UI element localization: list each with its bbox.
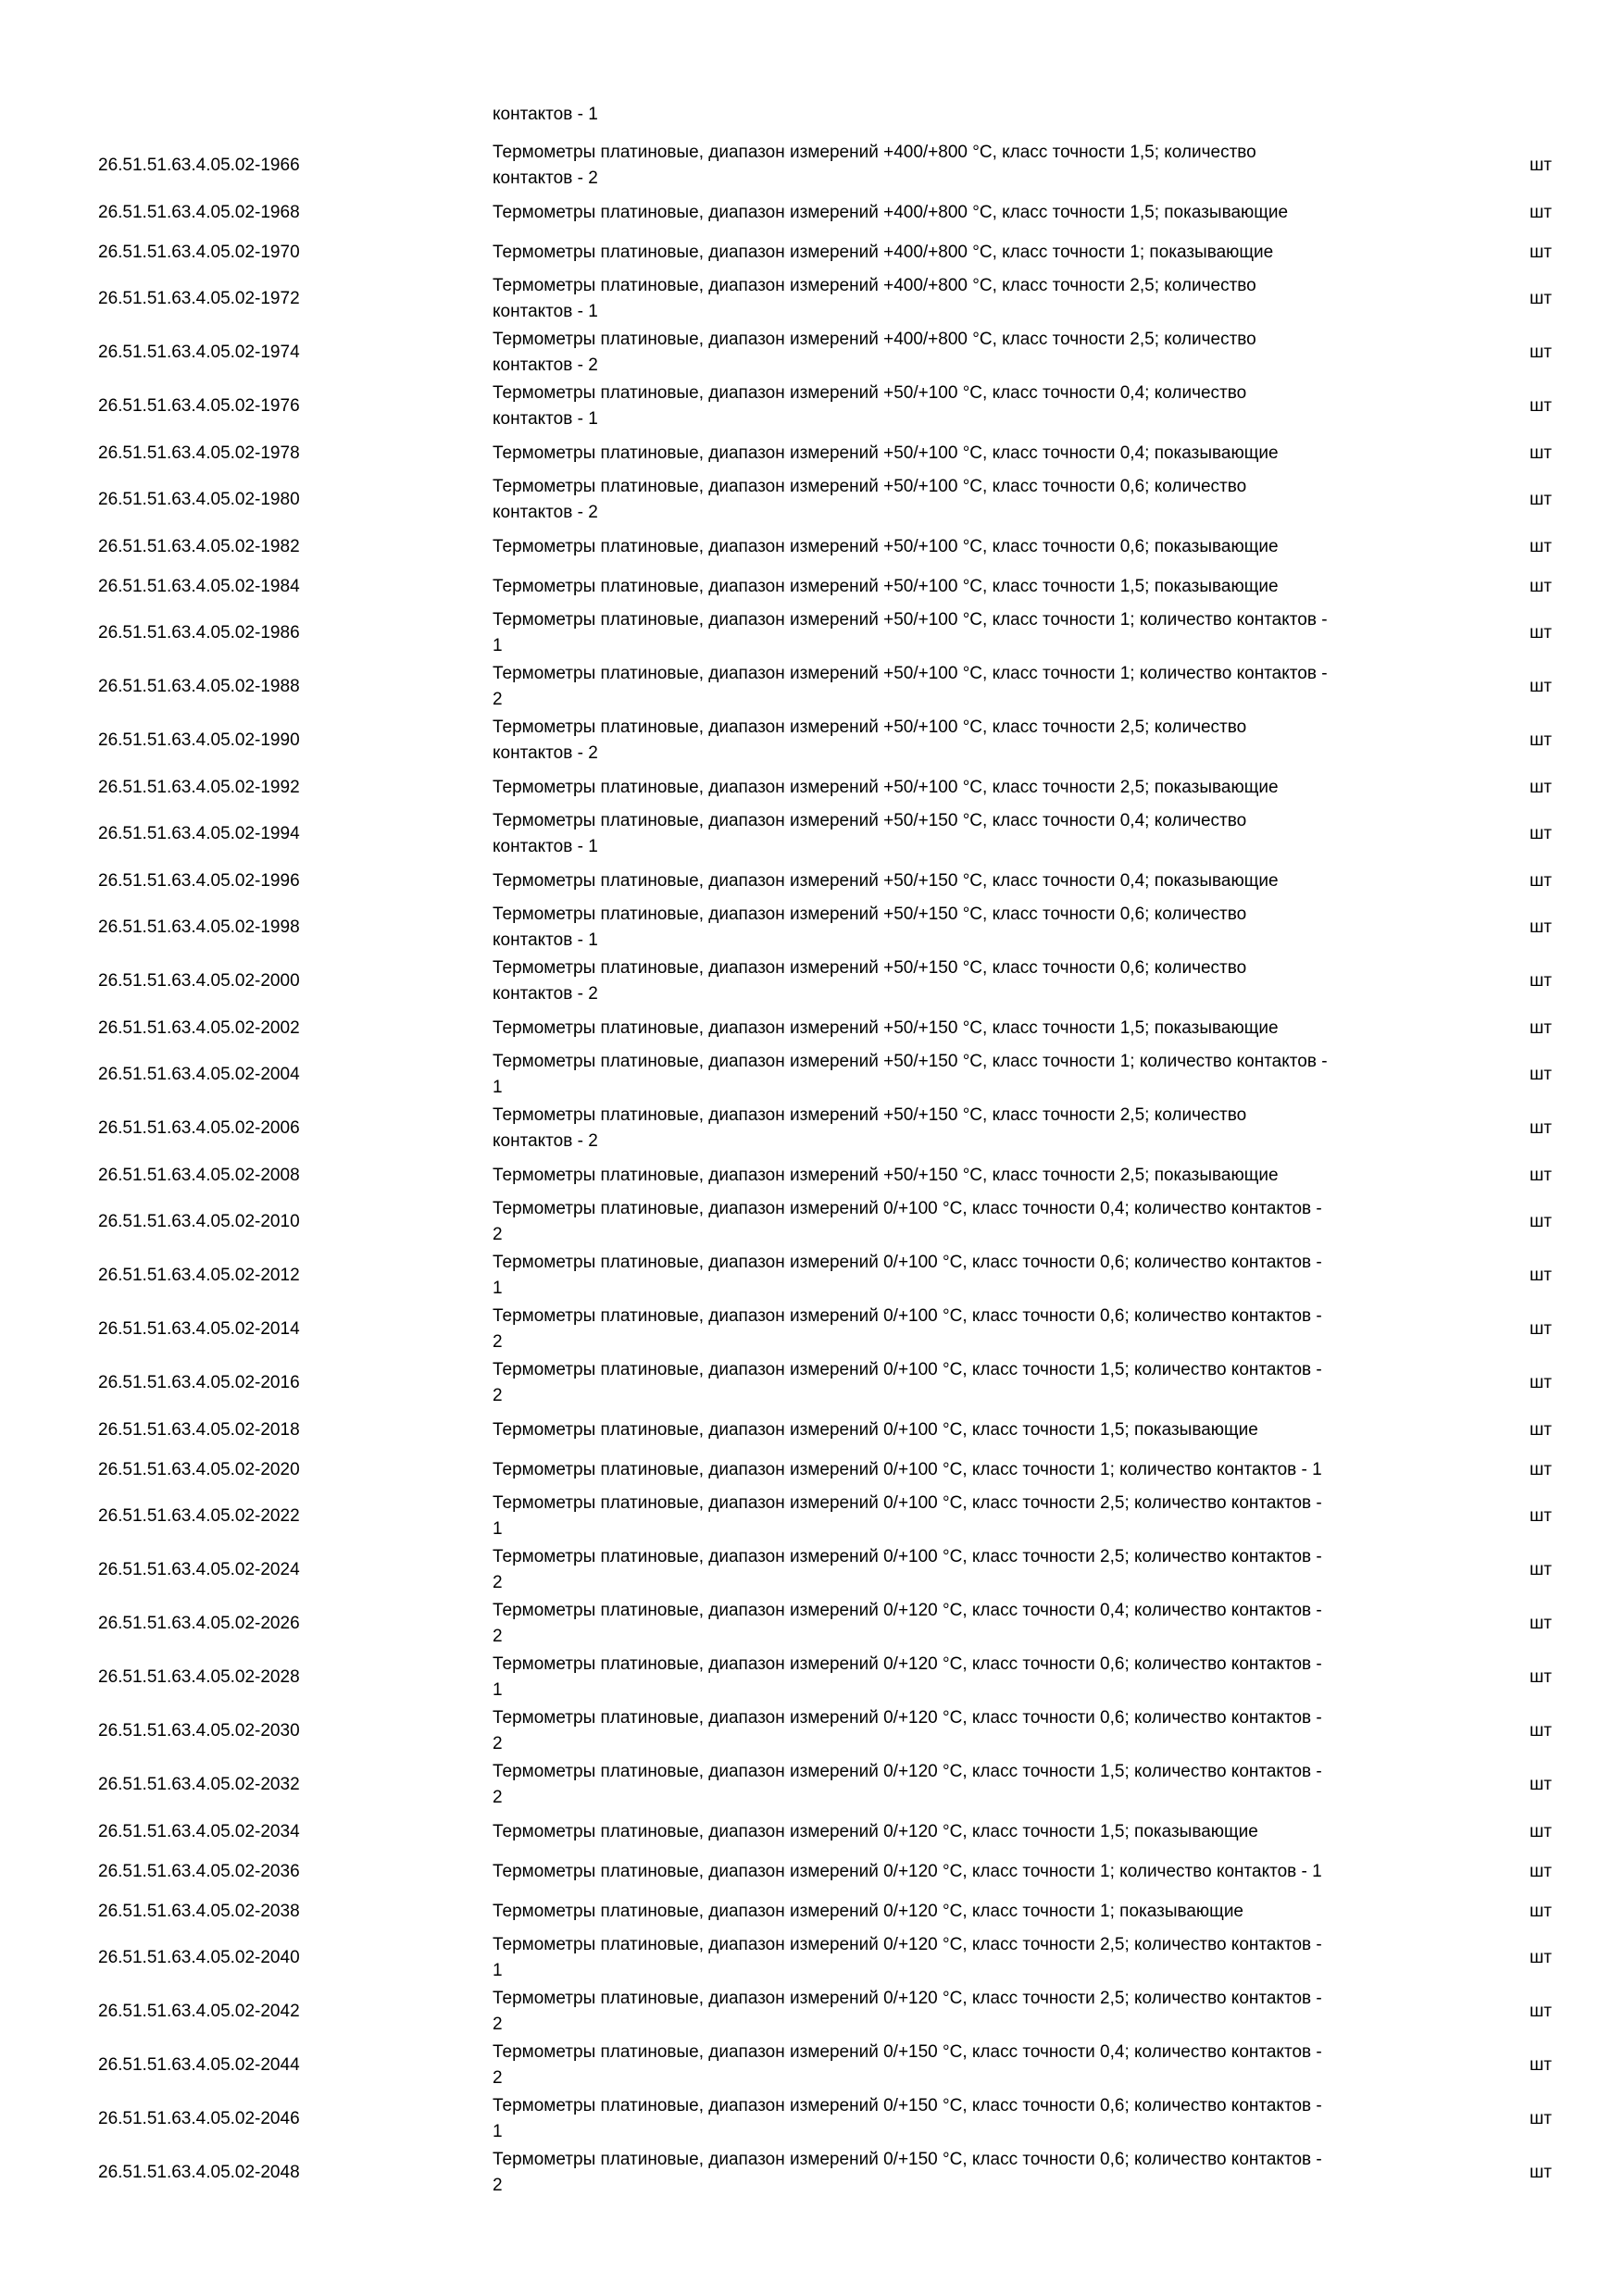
- table-row: [0, 139, 1624, 193]
- row-code: 26.51.51.63.4.05.02-2010: [98, 1212, 300, 1231]
- table-row: [0, 1543, 1624, 1597]
- table-row: [0, 2039, 1624, 2092]
- row-code: 26.51.51.63.4.05.02-2020: [98, 1459, 300, 1479]
- continuation-text: контактов - 1: [493, 105, 598, 124]
- row-description: Термометры платиновые, диапазон измерений 0/+100 °С, класс точности 0,4; количество контактов - 2: [493, 1199, 1322, 1244]
- row-description: Термометры платиновые, диапазон измерений +50/+100 °С, класс точности 0,6; показывающие: [493, 536, 1279, 556]
- row-description: Термометры платиновые, диапазон измерений +50/+150 °С, класс точности 0,6; количество контактов - 1: [493, 905, 1247, 950]
- row-code: 26.51.51.63.4.05.02-1992: [98, 777, 300, 797]
- row-code: 26.51.51.63.4.05.02-2030: [98, 1721, 300, 1741]
- row-description: Термометры платиновые, диапазон измерений 0/+150 °С, класс точности 0,6; количество контактов - 2: [493, 2150, 1322, 2195]
- row-unit: шт: [1530, 971, 1552, 991]
- row-description: Термометры платиновые, диапазон измерений +400/+800 °С, класс точности 1,5; показывающие: [493, 202, 1289, 222]
- table-row: [0, 1155, 1624, 1195]
- row-code: 26.51.51.63.4.05.02-1976: [98, 396, 300, 416]
- table-row: [0, 2092, 1624, 2146]
- row-unit: шт: [1530, 156, 1552, 175]
- row-code: 26.51.51.63.4.05.02-1970: [98, 242, 300, 262]
- table-row: [0, 767, 1624, 807]
- table-row: [0, 1852, 1624, 1891]
- row-description: Термометры платиновые, диапазон измерений +400/+800 °С, класс точности 2,5; количество контактов - 1: [493, 276, 1256, 321]
- row-code: 26.51.51.63.4.05.02-1982: [98, 536, 300, 556]
- row-code: 26.51.51.63.4.05.02-2026: [98, 1614, 300, 1633]
- row-description: Термометры платиновые, диапазон измерений 0/+100 °С, класс точности 1; количество контактов - 1: [493, 1459, 1322, 1479]
- row-unit: шт: [1530, 396, 1552, 416]
- row-code: 26.51.51.63.4.05.02-2028: [98, 1667, 300, 1687]
- table-row: [0, 1985, 1624, 2039]
- row-unit: шт: [1530, 1065, 1552, 1084]
- row-unit: шт: [1530, 623, 1552, 643]
- row-unit: шт: [1530, 677, 1552, 696]
- row-code: 26.51.51.63.4.05.02-1990: [98, 730, 300, 750]
- row-description: Термометры платиновые, диапазон измерений +50/+100 °С, класс точности 1; количество контактов - 1: [493, 610, 1328, 655]
- row-unit: шт: [1530, 917, 1552, 937]
- row-description: Термометры платиновые, диапазон измерений +50/+100 °С, класс точности 0,4; показывающие: [493, 443, 1279, 463]
- row-description: Термометры платиновые, диапазон измерений 0/+120 °С, класс точности 1; количество контактов - 1: [493, 1861, 1322, 1881]
- table-row: [0, 1651, 1624, 1704]
- table-row: [0, 193, 1624, 232]
- row-description: Термометры платиновые, диапазон измерений 0/+120 °С, класс точности 2,5; количество контактов - 1: [493, 1935, 1322, 1980]
- table-row: [0, 1356, 1624, 1410]
- row-unit: шт: [1530, 1721, 1552, 1741]
- table-row: [0, 1008, 1624, 1048]
- table-row: [0, 232, 1624, 272]
- row-code: 26.51.51.63.4.05.02-2006: [98, 1118, 300, 1138]
- row-description: Термометры платиновые, диапазон измерений 0/+150 °С, класс точности 0,6; количество контактов - 1: [493, 2096, 1322, 2141]
- table-row: [0, 1410, 1624, 1450]
- row-code: 26.51.51.63.4.05.02-1996: [98, 870, 300, 891]
- row-description: Термометры платиновые, диапазон измерений 0/+120 °С, класс точности 1,5; количество контактов - 2: [493, 1762, 1322, 1807]
- row-unit: шт: [1530, 2055, 1552, 2075]
- price-table: [0, 139, 1624, 2200]
- row-description: Термометры платиновые, диапазон измерений +50/+150 °С, класс точности 2,5; показывающие: [493, 1165, 1279, 1185]
- row-unit: шт: [1530, 2109, 1552, 2128]
- table-row: [0, 1758, 1624, 1812]
- row-description: Термометры платиновые, диапазон измерений 0/+120 °С, класс точности 0,6; количество контактов - 2: [493, 1708, 1322, 1753]
- row-code: 26.51.51.63.4.05.02-1966: [98, 156, 300, 175]
- table-row: [0, 473, 1624, 527]
- row-unit: шт: [1530, 1506, 1552, 1526]
- table-row: [0, 1812, 1624, 1852]
- row-unit: шт: [1530, 343, 1552, 362]
- table-row: [0, 1704, 1624, 1758]
- row-code: 26.51.51.63.4.05.02-2044: [98, 2055, 300, 2075]
- table-row: [0, 901, 1624, 955]
- row-description: Термометры платиновые, диапазон измерений 0/+100 °С, класс точности 0,6; количество контактов - 1: [493, 1253, 1322, 1298]
- table-row: [0, 807, 1624, 861]
- row-unit: шт: [1530, 490, 1552, 509]
- row-description: Термометры платиновые, диапазон измерений 0/+100 °С, класс точности 0,6; количество контактов - 2: [493, 1306, 1322, 1352]
- row-unit: шт: [1530, 1560, 1552, 1579]
- row-description: Термометры платиновые, диапазон измерений 0/+120 °С, класс точности 1; показывающие: [493, 1901, 1243, 1921]
- table-row: [0, 1303, 1624, 1356]
- row-unit: шт: [1530, 730, 1552, 750]
- row-description: Термометры платиновые, диапазон измерений +50/+100 °С, класс точности 0,6; количество контактов - 2: [493, 477, 1247, 522]
- row-description: Термометры платиновые, диапазон измерений 0/+120 °С, класс точности 1,5; показывающие: [493, 1821, 1258, 1841]
- row-code: 26.51.51.63.4.05.02-1988: [98, 677, 300, 696]
- table-row: [0, 1195, 1624, 1249]
- row-code: 26.51.51.63.4.05.02-2000: [98, 971, 300, 991]
- row-code: 26.51.51.63.4.05.02-1968: [98, 202, 300, 222]
- row-unit: шт: [1530, 870, 1552, 891]
- row-code: 26.51.51.63.4.05.02-1984: [98, 576, 300, 596]
- row-code: 26.51.51.63.4.05.02-2008: [98, 1165, 300, 1185]
- row-unit: шт: [1530, 1319, 1552, 1339]
- row-unit: шт: [1530, 536, 1552, 556]
- row-unit: шт: [1530, 1821, 1552, 1841]
- row-unit: шт: [1530, 777, 1552, 797]
- row-unit: шт: [1530, 1266, 1552, 1285]
- row-code: 26.51.51.63.4.05.02-2012: [98, 1266, 300, 1285]
- row-unit: шт: [1530, 1419, 1552, 1440]
- row-unit: шт: [1530, 1017, 1552, 1038]
- row-description: Термометры платиновые, диапазон измерений +50/+150 °С, класс точности 1,5; показывающие: [493, 1017, 1279, 1038]
- row-code: 26.51.51.63.4.05.02-2034: [98, 1821, 300, 1841]
- row-code: 26.51.51.63.4.05.02-1994: [98, 824, 300, 843]
- table-row: [0, 1048, 1624, 1102]
- row-code: 26.51.51.63.4.05.02-2036: [98, 1861, 300, 1881]
- row-code: 26.51.51.63.4.05.02-1980: [98, 490, 300, 509]
- row-unit: шт: [1530, 202, 1552, 222]
- table-row: [0, 1490, 1624, 1543]
- row-description: Термометры платиновые, диапазон измерений +400/+800 °С, класс точности 1; показывающие: [493, 242, 1274, 262]
- row-code: 26.51.51.63.4.05.02-2046: [98, 2109, 300, 2128]
- row-description: Термометры платиновые, диапазон измерений +50/+150 °С, класс точности 0,4; количество контактов - 1: [493, 811, 1247, 856]
- row-description: Термометры платиновые, диапазон измерений +50/+100 °С, класс точности 1; количество контактов - 2: [493, 664, 1328, 709]
- row-code: 26.51.51.63.4.05.02-2014: [98, 1319, 300, 1339]
- table-row: [0, 660, 1624, 714]
- row-code: 26.51.51.63.4.05.02-2018: [98, 1419, 300, 1440]
- row-description: Термометры платиновые, диапазон измерений 0/+120 °С, класс точности 0,6; количество контактов - 1: [493, 1654, 1322, 1700]
- row-code: 26.51.51.63.4.05.02-1986: [98, 623, 300, 643]
- row-code: 26.51.51.63.4.05.02-1998: [98, 917, 300, 937]
- table-row: [0, 567, 1624, 606]
- row-description: Термометры платиновые, диапазон измерений +50/+100 °С, класс точности 1,5; показывающие: [493, 576, 1279, 596]
- row-description: Термометры платиновые, диапазон измерений 0/+100 °С, класс точности 2,5; количество контактов - 1: [493, 1493, 1322, 1539]
- row-unit: шт: [1530, 2163, 1552, 2182]
- row-unit: шт: [1530, 1118, 1552, 1138]
- row-description: Термометры платиновые, диапазон измерений 0/+100 °С, класс точности 2,5; количество контактов - 2: [493, 1547, 1322, 1592]
- row-code: 26.51.51.63.4.05.02-1974: [98, 343, 300, 362]
- row-unit: шт: [1530, 1667, 1552, 1687]
- table-row: [0, 1102, 1624, 1155]
- row-code: 26.51.51.63.4.05.02-2002: [98, 1017, 300, 1038]
- row-description: Термометры платиновые, диапазон измерений 0/+100 °С, класс точности 1,5; количество контактов - 2: [493, 1360, 1322, 1405]
- row-description: Термометры платиновые, диапазон измерений +50/+100 °С, класс точности 2,5; показывающие: [493, 777, 1279, 797]
- table-row: [0, 955, 1624, 1008]
- row-code: 26.51.51.63.4.05.02-2048: [98, 2163, 300, 2182]
- row-code: 26.51.51.63.4.05.02-1972: [98, 289, 300, 308]
- row-unit: шт: [1530, 824, 1552, 843]
- table-row: [0, 433, 1624, 473]
- table-row: [0, 527, 1624, 567]
- row-description: Термометры платиновые, диапазон измерений +400/+800 °С, класс точности 2,5; количество контактов - 2: [493, 330, 1256, 375]
- table-row: [0, 1931, 1624, 1985]
- row-code: 26.51.51.63.4.05.02-2042: [98, 2002, 300, 2021]
- row-description: Термометры платиновые, диапазон измерений +50/+150 °С, класс точности 0,6; количество контактов - 2: [493, 958, 1247, 1004]
- row-unit: шт: [1530, 1165, 1552, 1185]
- table-row: [0, 1891, 1624, 1931]
- row-description: Термометры платиновые, диапазон измерений 0/+100 °С, класс точности 1,5; показывающие: [493, 1419, 1258, 1440]
- row-description: Термометры платиновые, диапазон измерений +50/+150 °С, класс точности 0,4; показывающие: [493, 870, 1279, 891]
- table-row: [0, 606, 1624, 660]
- row-unit: шт: [1530, 1948, 1552, 1967]
- row-description: Термометры платиновые, диапазон измерений 0/+150 °С, класс точности 0,4; количество контактов - 2: [493, 2042, 1322, 2088]
- row-unit: шт: [1530, 1861, 1552, 1881]
- row-unit: шт: [1530, 1901, 1552, 1921]
- row-unit: шт: [1530, 1373, 1552, 1392]
- table-row: [0, 380, 1624, 433]
- table-row: [0, 1450, 1624, 1490]
- table-row: [0, 861, 1624, 901]
- row-unit: шт: [1530, 1212, 1552, 1231]
- row-code: 26.51.51.63.4.05.02-2038: [98, 1901, 300, 1921]
- table-row: [0, 714, 1624, 767]
- row-unit: шт: [1530, 1775, 1552, 1794]
- row-code: 26.51.51.63.4.05.02-2016: [98, 1373, 300, 1392]
- table-row: [0, 326, 1624, 380]
- row-description: Термометры платиновые, диапазон измерений +50/+150 °С, класс точности 2,5; количество контактов - 2: [493, 1105, 1247, 1151]
- row-code: 26.51.51.63.4.05.02-2004: [98, 1065, 300, 1084]
- table-row: [0, 2146, 1624, 2200]
- table-row: [0, 1249, 1624, 1303]
- row-description: Термометры платиновые, диапазон измерений +50/+150 °С, класс точности 1; количество контактов - 1: [493, 1052, 1328, 1097]
- row-code: 26.51.51.63.4.05.02-1978: [98, 443, 300, 463]
- row-code: 26.51.51.63.4.05.02-2040: [98, 1948, 300, 1967]
- table-row: [0, 272, 1624, 326]
- row-description: Термометры платиновые, диапазон измерений +50/+100 °С, класс точности 0,4; количество контактов - 1: [493, 383, 1247, 429]
- row-description: Термометры платиновые, диапазон измерений 0/+120 °С, класс точности 2,5; количество контактов - 2: [493, 1989, 1322, 2034]
- row-code: 26.51.51.63.4.05.02-2032: [98, 1775, 300, 1794]
- row-unit: шт: [1530, 576, 1552, 596]
- row-description: Термометры платиновые, диапазон измерений 0/+120 °С, класс точности 0,4; количество контактов - 2: [493, 1601, 1322, 1646]
- row-unit: шт: [1530, 1459, 1552, 1479]
- row-unit: шт: [1530, 289, 1552, 308]
- row-code: 26.51.51.63.4.05.02-2022: [98, 1506, 300, 1526]
- row-description: Термометры платиновые, диапазон измерений +400/+800 °С, класс точности 1,5; количество контактов - 2: [493, 143, 1256, 188]
- table-row: [0, 1597, 1624, 1651]
- row-unit: шт: [1530, 1614, 1552, 1633]
- row-description: Термометры платиновые, диапазон измерений +50/+100 °С, класс точности 2,5; количество контактов - 2: [493, 718, 1247, 763]
- row-unit: шт: [1530, 242, 1552, 262]
- row-unit: шт: [1530, 2002, 1552, 2021]
- row-unit: шт: [1530, 443, 1552, 463]
- row-code: 26.51.51.63.4.05.02-2024: [98, 1560, 300, 1579]
